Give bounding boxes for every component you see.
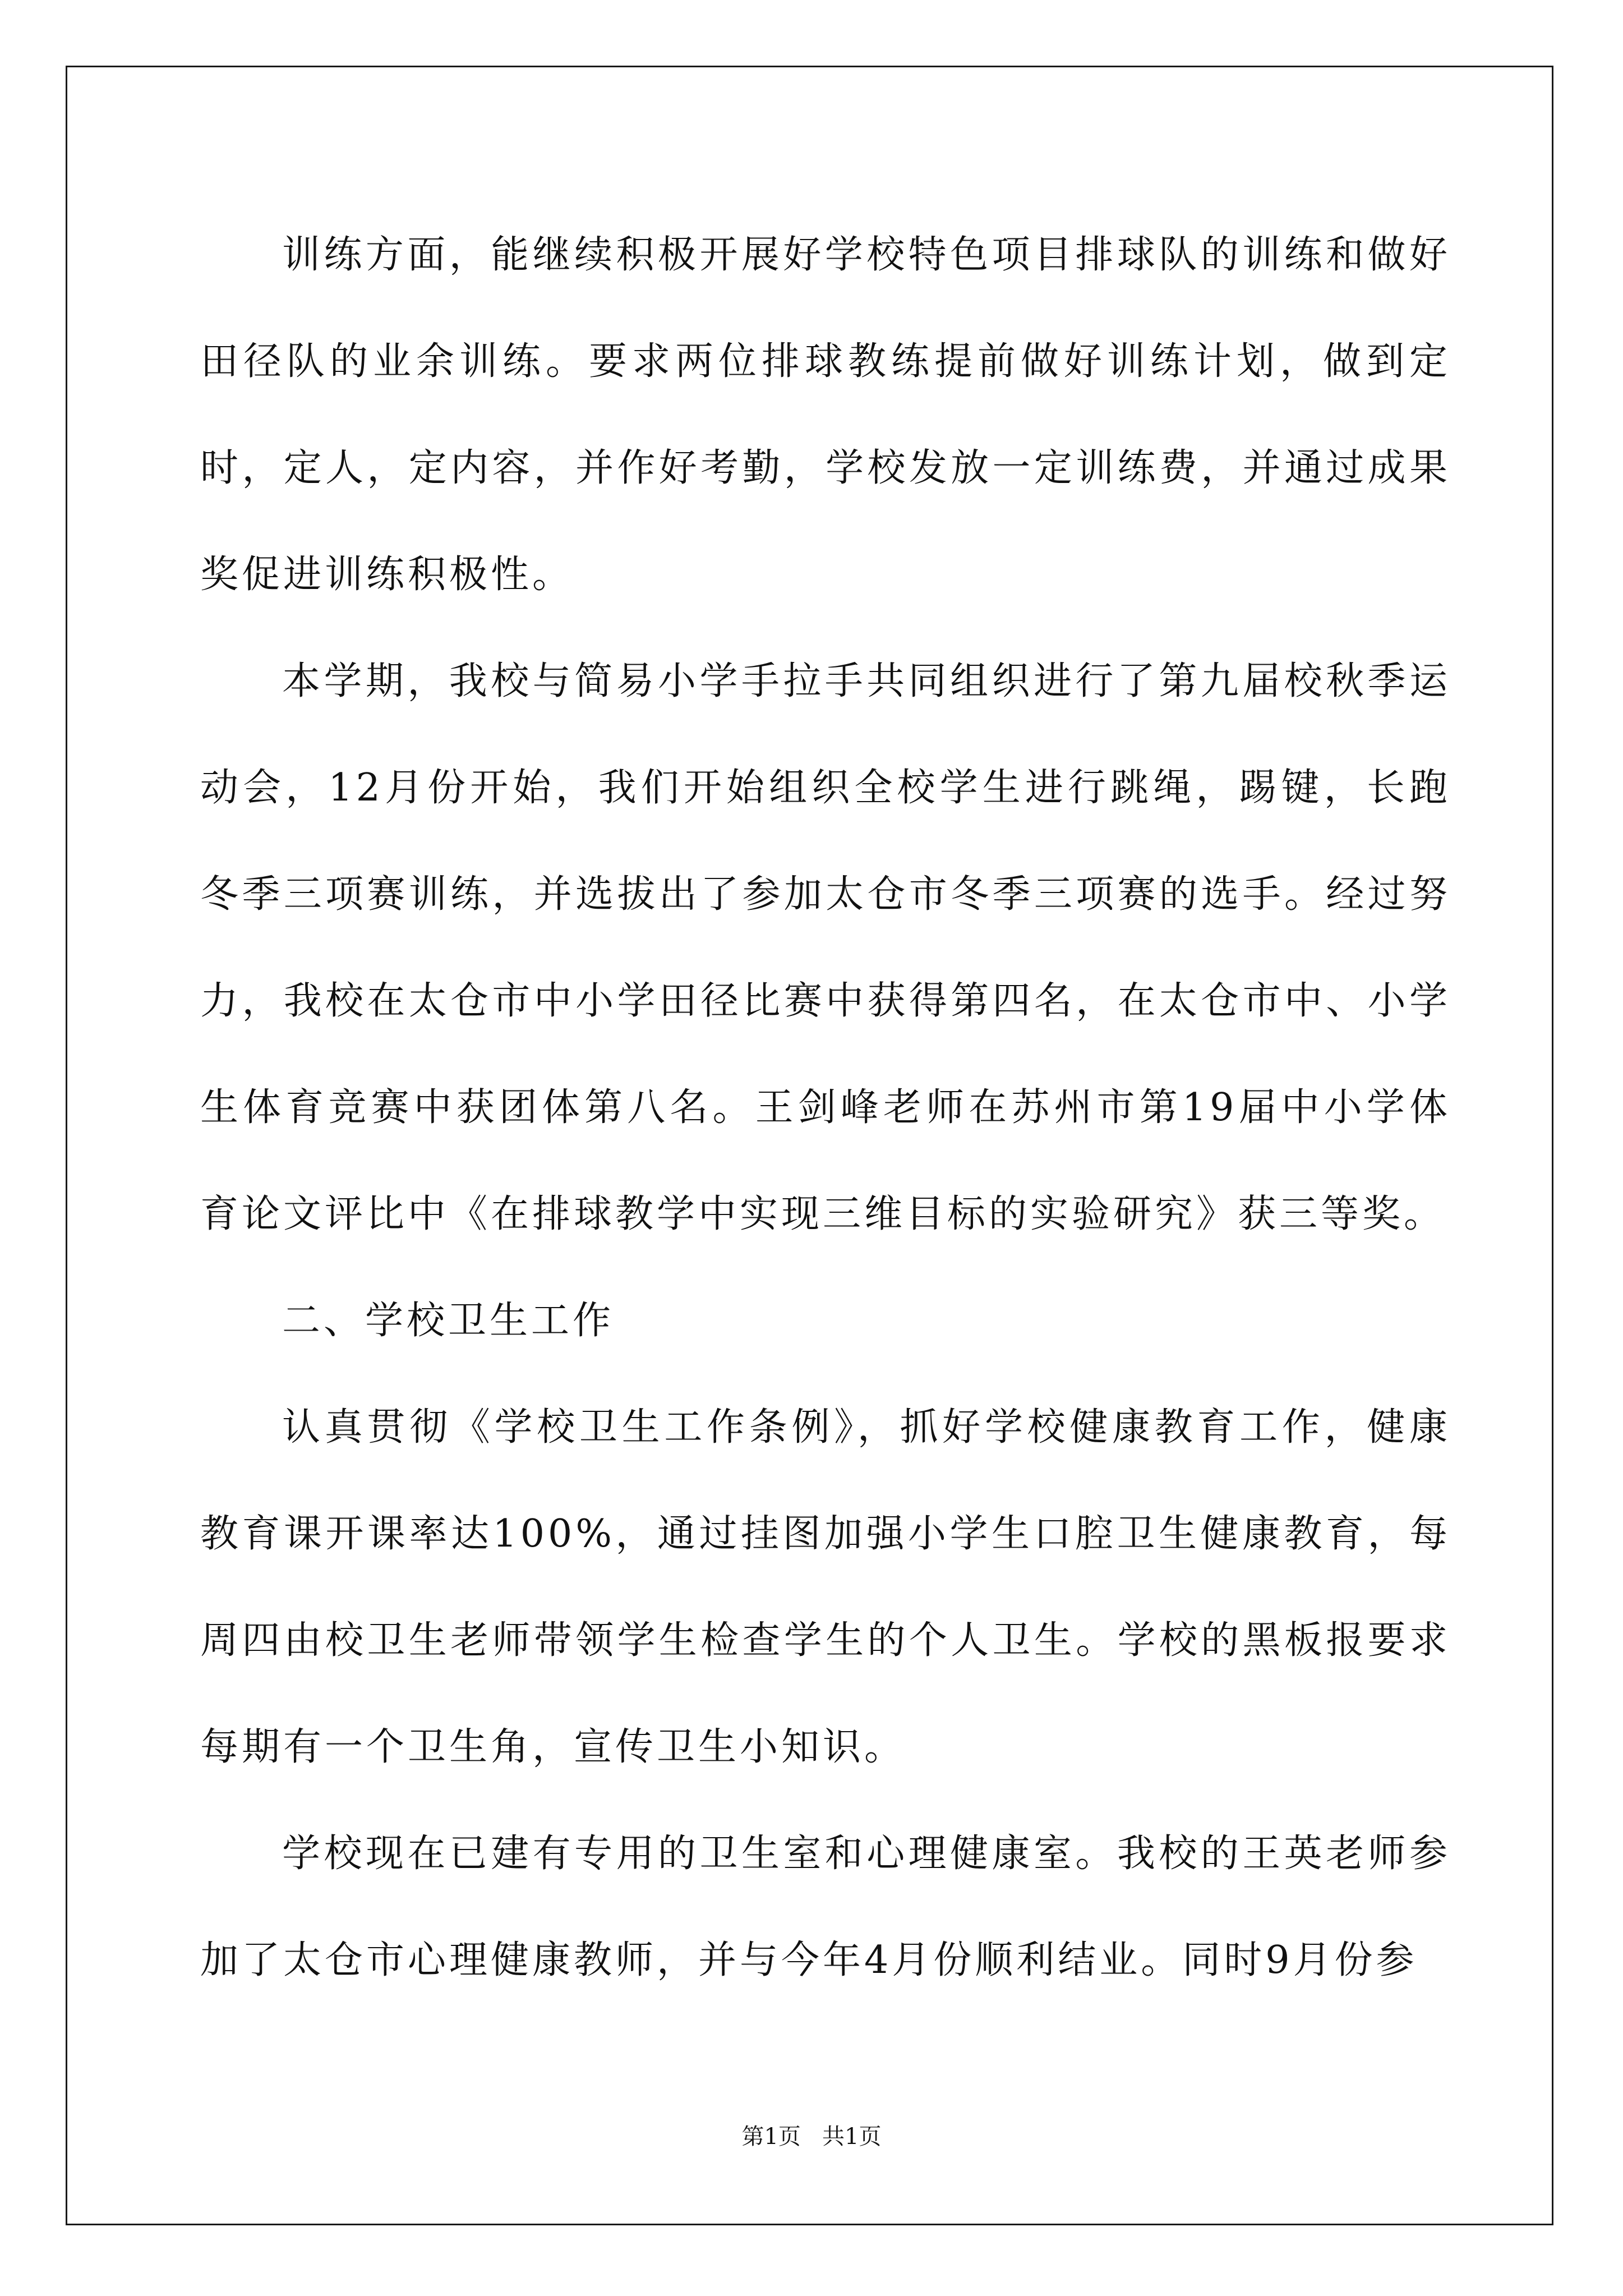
paragraph-hygiene-regulations: 认真贯彻《学校卫生工作条例》，抓好学校健康教育工作，健康教育课开课率达100%，通过挂图加强小学生口腔卫生健康教育，每周四由校卫生老师带领学生检查学生的个人卫生。学校的黑板报要求每期有一个卫生角，宣传卫生小知识。 xyxy=(200,1405,1451,1769)
paragraph-sports-meet: 本学期，我校与简易小学手拉手共同组织进行了第九届校秋季运动会，12月份开始，我们开始组织全校学生进行跳绳，踢键，长跑冬季三项赛训练，并选拔出了参加太仓市冬季三项赛的选手。经过努力，我校在太仓市中小学田径比赛中获得第四名，在太仓市中、小学生体育竞赛中获团体第八名。王剑峰老师在苏州市第19届中小学体育论文评比中《在排球教学中实现三维目标的实验研究》获三等奖。 xyxy=(200,659,1451,1236)
document-body xyxy=(200,202,1451,2014)
paragraph-training: 训练方面，能继续积极开展好学校特色项目排球队的训练和做好田径队的业余训练。要求两位排球教练提前做好训练计划，做到定时，定人，定内容，并作好考勤，学校发放一定训练费，并通过成果奖促进训练积极性。 xyxy=(200,233,1451,597)
paragraph-health-rooms: 学校现在已建有专用的卫生室和心理健康室。我校的王英老师参加了太仓市心理健康教师，并与今年4月份顺利结业。同时9月份参 xyxy=(200,1832,1451,1982)
page-number-footer: 第1页 共1页 xyxy=(741,2124,882,2150)
section-heading-school-hygiene: 二、学校卫生工作 xyxy=(282,1299,615,1343)
